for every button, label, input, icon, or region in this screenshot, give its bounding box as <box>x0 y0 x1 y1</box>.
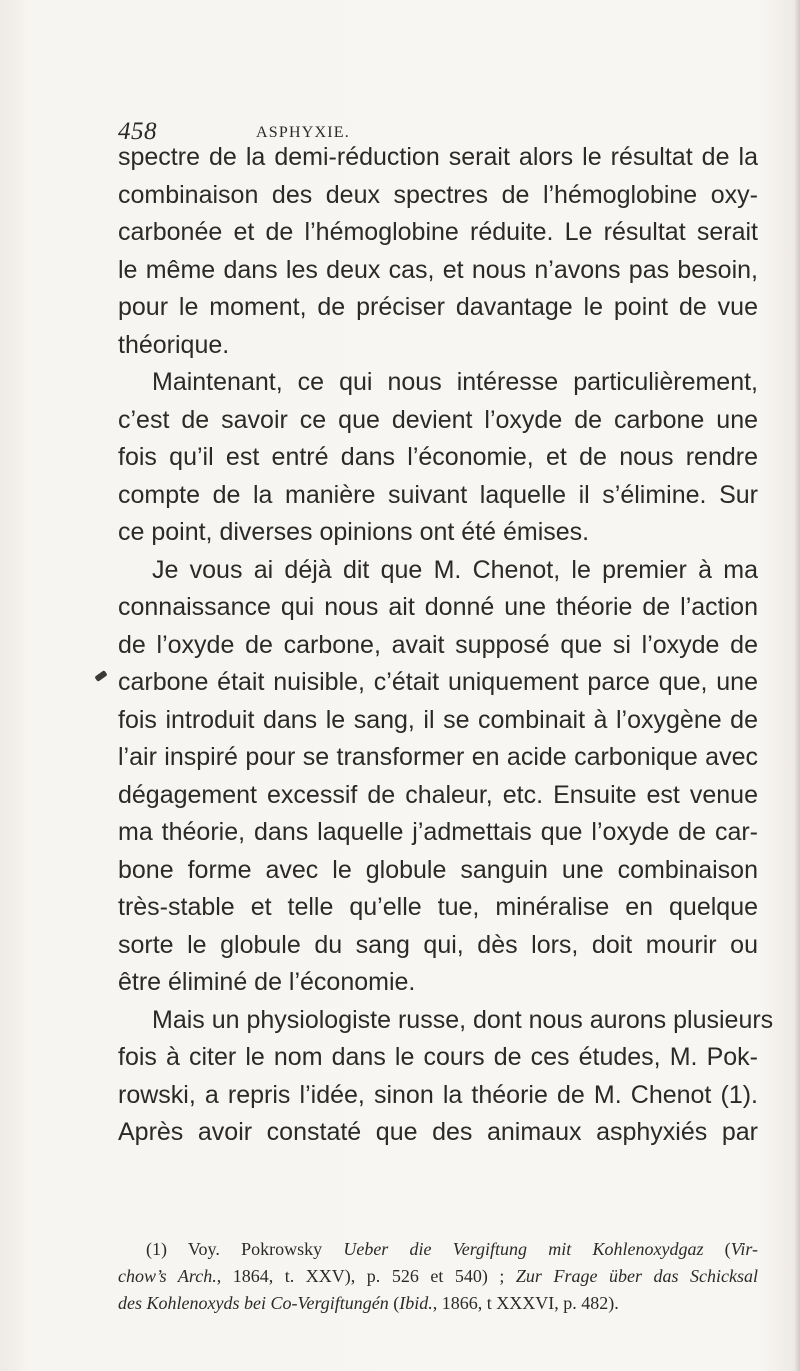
page-number: 458 <box>118 118 157 145</box>
text-line: pour le moment, de préciser davantage le point de vue <box>118 293 758 321</box>
footnote-title: Zur Frage über das Schicksal <box>515 1266 759 1286</box>
margin-pen-mark <box>94 670 107 682</box>
text-line: bone forme avec le globule sanguin une combinaison <box>118 855 758 884</box>
text-line: compte de la manière suivant laquelle il s’élimine. Sur <box>118 480 758 509</box>
body-text <box>118 139 774 1152</box>
text-line: ma théorie, dans laquelle j’admettais que l’oxyde de car- <box>118 818 758 846</box>
text-line: sorte le globule du sang qui, dès lors, doit mourir ou <box>118 930 758 959</box>
text-line: ce point, diverses opinions ont été émises. <box>118 518 590 546</box>
footnote-title: des Kohlenoxyds bei Co-Vergiftungén <box>118 1293 389 1313</box>
footnote-line <box>118 1236 758 1263</box>
text-line: théorique. <box>118 330 230 359</box>
text-line: spectre de la demi-réduction serait alors le résultat de la <box>118 143 758 171</box>
footnote-source: chow’s Arch. <box>118 1266 217 1286</box>
text-line: dégagement excessif de chaleur, etc. Ensuite est venue <box>118 780 758 809</box>
footnote-text: (1) Voy. Pokrowsky <box>146 1239 344 1259</box>
footnote-source: Vir- <box>730 1239 758 1259</box>
text-line: Maintenant, ce qui nous intéresse particulièrement, <box>152 368 758 396</box>
text-line: carbone était nuisible, c’était uniquement parce que, une <box>118 668 758 696</box>
text-line: Je vous ai déjà dit que M. Chenot, le premier à ma <box>152 555 758 584</box>
footnote-text: ( <box>388 1293 400 1313</box>
text-line: rowski, a repris l’idée, sinon la théorie de M. Chenot (1). <box>118 1080 758 1109</box>
text-line: fois à citer le nom dans le cours de ces études, M. Pok- <box>118 1043 758 1071</box>
footnote-title: Ueber die Vergiftung mit Kohlenoxydgaz <box>343 1239 704 1259</box>
text-line: fois introduit dans le sang, il se combinait à l’oxygène de <box>118 705 758 734</box>
footnote-line <box>118 1290 758 1317</box>
text-line: le même dans les deux cas, et nous n’avons pas besoin, <box>118 255 758 284</box>
text-line: être éliminé de l’économie. <box>118 968 416 996</box>
footnote-text: , 1866, t XXXVI, p. 482). <box>432 1293 619 1313</box>
footnote-source: Ibid. <box>399 1293 433 1313</box>
text-line: Mais un physiologiste russe, dont nous aurons plusieurs <box>152 1005 774 1034</box>
text-line: carbonée et de l’hémoglobine réduite. Le résultat serait <box>118 218 758 246</box>
text-line: de l’oxyde de carbone, avait supposé que si l’oxyde de <box>118 630 758 659</box>
text-line: Après avoir constaté que des animaux asphyxiés par <box>118 1118 758 1146</box>
footnote-text: ( <box>703 1239 731 1259</box>
page-edge-shadow <box>794 0 800 1371</box>
text-line: fois qu’il est entré dans l’économie, et de nous rendre <box>118 443 758 471</box>
footnote-text: , 1864, t. XXV), p. 526 et 540) ; <box>216 1266 516 1286</box>
text-line: connaissance qui nous ait donné une théorie de l’action <box>118 593 758 621</box>
text-line: l’air inspiré pour se transformer en acide carbonique avec <box>118 743 758 771</box>
text-line: c’est de savoir ce que devient l’oxyde de carbone une <box>118 405 758 434</box>
footnote <box>118 1236 758 1317</box>
text-line: très-stable et telle qu’elle tue, minéralise en quelque <box>118 893 758 921</box>
footnote-line <box>118 1263 758 1290</box>
running-head: ASPHYXIE. <box>256 124 350 141</box>
text-line: combinaison des deux spectres de l’hémoglobine oxy- <box>118 180 758 209</box>
